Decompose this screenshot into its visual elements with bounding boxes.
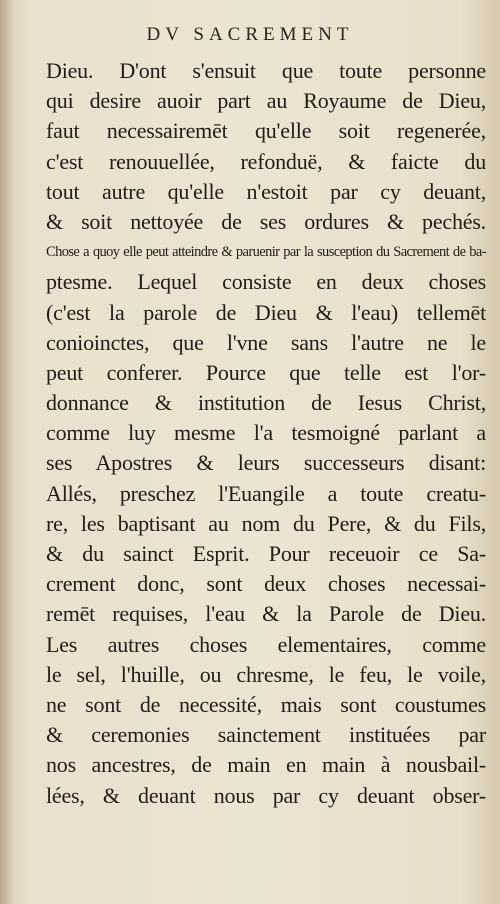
text-line: Allés, preschez l'Euangile a toute creatu-	[46, 480, 486, 506]
text-line: crement donc, sont deux choses necessai-	[46, 571, 486, 597]
text-line: & soit nettoyée de ses ordures & pechés.	[46, 208, 486, 234]
text-line: remēt requises, l'eau & la Parole de Dieu.	[46, 601, 486, 627]
text-line: lées, & deuant nous par cy deuant obser-	[46, 782, 486, 808]
text-line: ses Apostres & leurs successeurs disant:	[46, 450, 486, 476]
text-line: ptesme. Lequel consiste en deux choses	[46, 269, 486, 295]
text-line: Chose a quoy elle peut atteindre & paruenir par la susception du Sacrement de ba-	[46, 244, 486, 261]
text-line: Dieu. D'ont s'ensuit que toute personne	[46, 58, 486, 83]
text-line: nos ancestres, de main en main à nousbail-	[46, 752, 486, 778]
text-line: conioinctes, que l'vne sans l'autre ne le	[46, 329, 486, 355]
text-line: Les autres choses elementaires, comme	[46, 631, 486, 657]
text-line: comme luy mesme l'a tesmoigné parlant a	[46, 420, 486, 446]
text-line: re, les baptisant au nom du Pere, & du Fils,	[46, 510, 486, 536]
text-line: faut necessairemēt qu'elle soit regenerée,	[46, 118, 486, 144]
text-line: peut conferer. Pource que telle est l'or-	[46, 359, 486, 385]
text-line: & ceremonies sainctement instituées par	[46, 722, 486, 748]
gutter-shadow	[0, 0, 14, 904]
text-line: tout autre qu'elle n'estoit par cy deuant,	[46, 178, 486, 204]
text-line: donnance & institution de Iesus Christ,	[46, 390, 486, 416]
text-line: & du sainct Esprit. Pour receuoir ce Sa-	[46, 541, 486, 566]
text-line: le sel, l'huille, ou chresme, le feu, le voile,	[46, 661, 486, 687]
running-head: DV SACREMENT	[146, 24, 354, 45]
body-text	[46, 56, 486, 811]
text-line: (c'est la parole de Dieu & l'eau) tellemēt	[46, 299, 486, 325]
text-line: ne sont de necessité, mais sont coustumes	[46, 691, 486, 717]
text-line: c'est renouuellée, refonduë, & faicte du	[46, 148, 486, 174]
text-line: qui desire auoir part au Royaume de Dieu,	[46, 88, 486, 114]
